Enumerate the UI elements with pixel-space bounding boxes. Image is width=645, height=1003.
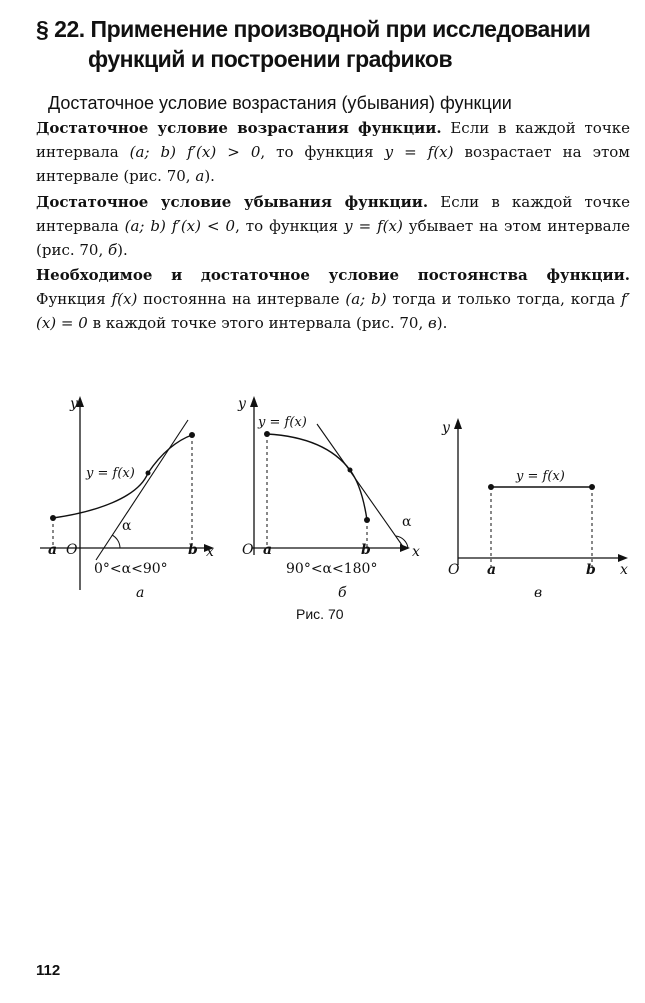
y-axis-arrow-icon (250, 396, 258, 407)
x-axis-label: x (412, 544, 420, 560)
paragraph-text: ). (204, 167, 215, 185)
math-derivative-condition: f′(x) = 0 (36, 290, 630, 332)
paragraph-text: возрастает на этом интервале (рис. 70, (36, 143, 630, 185)
subsection-title: Достаточное условие возрастания (убывания) функции (48, 93, 512, 113)
paragraph-text: Функция (36, 290, 112, 308)
paragraph-text: постоянна на интервале (137, 290, 346, 308)
figure-caption: Рис. 70 (296, 606, 344, 622)
figure-a (40, 390, 220, 605)
section-title-line1: § 22. Применение производной при исследовании (36, 16, 591, 42)
figure-sublabel: б (338, 585, 347, 601)
y-axis-label: y (442, 420, 450, 436)
paragraph-text: ). (117, 241, 128, 259)
figure-ref: а (195, 167, 205, 185)
figure-sublabel: в (534, 585, 543, 601)
paragraph-text: ). (436, 314, 448, 332)
math-interval: (a; b) (345, 290, 387, 308)
b-label: b (586, 562, 596, 578)
endpoint-a (488, 484, 494, 490)
math-derivative-condition: f′(x) < 0 (171, 217, 236, 235)
paragraph-increasing-condition (36, 116, 630, 188)
section-title (36, 14, 626, 74)
curve-label: y = f(x) (258, 415, 307, 430)
b-label: b (188, 542, 198, 558)
paragraph-lead: Достаточное условие убывания функции. (36, 193, 429, 211)
figure-b (232, 390, 432, 605)
origin-label: O (66, 542, 78, 558)
endpoint-b (189, 432, 195, 438)
angle-label: α (122, 518, 132, 534)
paragraph-decreasing-condition (36, 190, 630, 262)
a-label: a (487, 562, 497, 578)
section-title-line2: функций и построении графиков (88, 46, 453, 72)
endpoint-b (364, 517, 370, 523)
paragraph-text: в каждой точке этого интервала (рис. 70, (87, 314, 429, 332)
paragraph-text: , то функция (235, 217, 345, 235)
tangent-line (96, 420, 188, 560)
origin-label: O (242, 542, 254, 558)
origin-label: O (448, 562, 460, 578)
endpoint-b (589, 484, 595, 490)
math-interval: (a; b) (124, 217, 166, 235)
angle-arc (112, 535, 120, 548)
paragraph-text (176, 143, 187, 161)
math-interval: (a; b) (129, 143, 177, 161)
figure-sublabel: а (136, 585, 145, 601)
tangent-line (317, 424, 404, 548)
x-axis-label: x (206, 544, 214, 560)
endpoint-a (50, 515, 56, 521)
a-label: a (48, 542, 58, 558)
angle-condition: 90°<α<180° (286, 561, 378, 577)
endpoint-a (264, 431, 270, 437)
math-derivative-condition: f′(x) > 0 (187, 143, 261, 161)
paragraph-constant-condition (36, 263, 630, 335)
curve-label: y = f(x) (516, 469, 565, 484)
page-number: 112 (36, 962, 61, 979)
tangent-point (348, 468, 353, 473)
angle-label: α (402, 514, 412, 530)
y-axis-arrow-icon (454, 418, 462, 429)
curve-label: y = f(x) (86, 466, 135, 481)
paragraph-text: Если в каждой точке интервала (36, 119, 630, 161)
paragraph-lead: Достаточное условие возрастания функции. (36, 119, 442, 137)
paragraph-text: , то функция (260, 143, 385, 161)
figure-ref: б (108, 241, 118, 259)
tangent-point (146, 471, 151, 476)
b-label: b (361, 542, 371, 558)
figure-c (436, 410, 636, 605)
paragraph-text: Если в каждой точке интервала (36, 193, 630, 235)
paragraph-lead: Необходимое и достаточное условие постоянства функции. (36, 266, 630, 284)
paragraph-text: убывает на этом интервале (рис. 70, (36, 217, 630, 259)
x-axis-label: x (620, 562, 628, 578)
y-axis-label: y (238, 396, 246, 412)
a-label: a (263, 542, 273, 558)
math-function: y = f(x) (344, 217, 403, 235)
function-curve (267, 434, 367, 520)
figure-ref: в (428, 314, 437, 332)
paragraph-text: тогда и только тогда, когда (386, 290, 622, 308)
angle-condition: 0°<α<90° (94, 561, 168, 577)
y-axis-label: y (70, 396, 78, 412)
x-axis-arrow-icon (618, 554, 628, 562)
math-function: f(x) (111, 290, 138, 308)
math-function: y = f(x) (384, 143, 454, 161)
